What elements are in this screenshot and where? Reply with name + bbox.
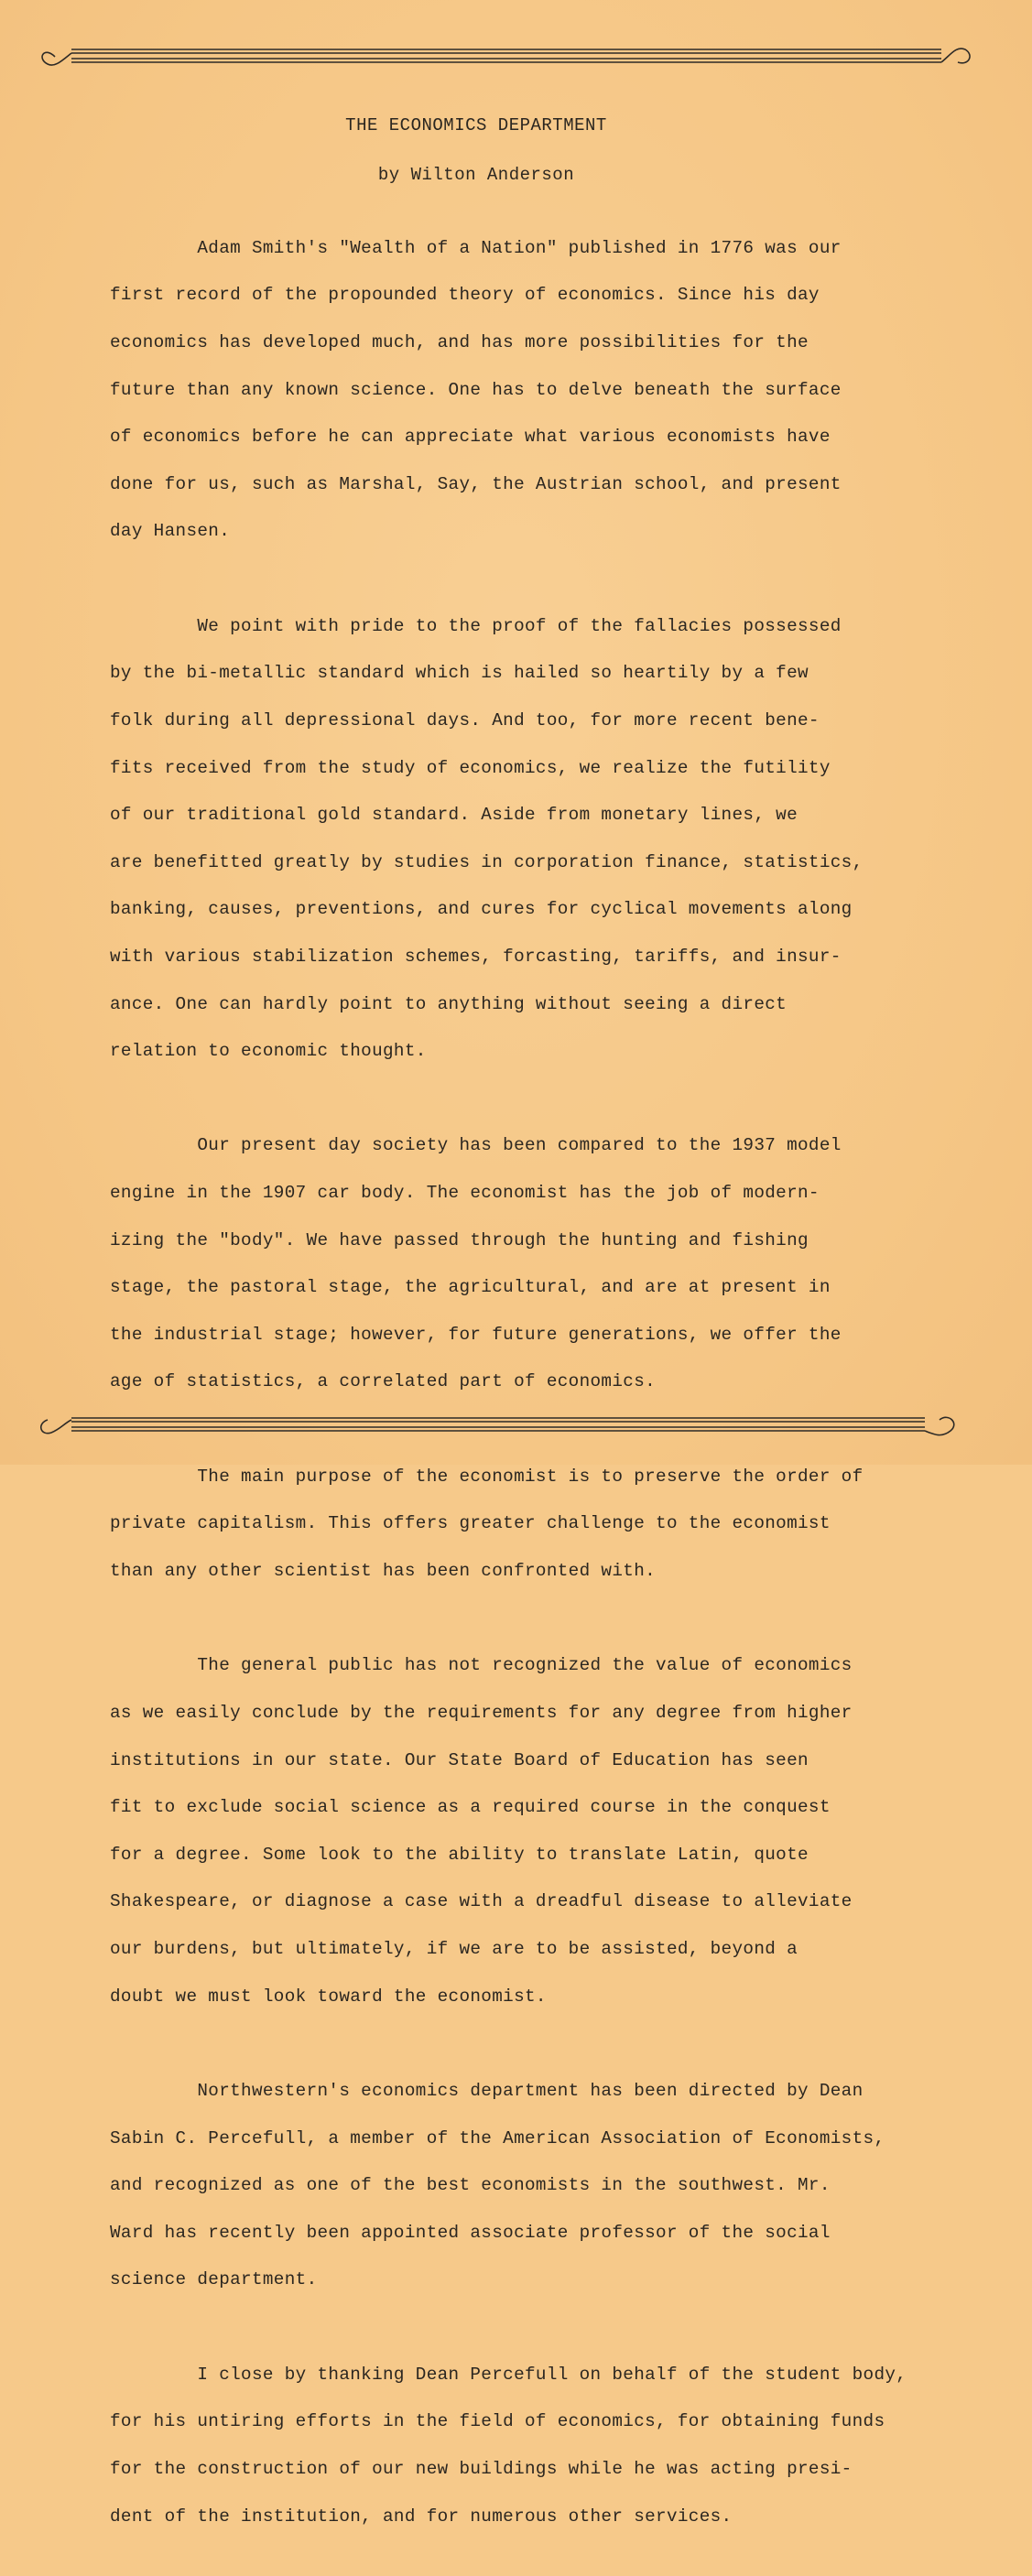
text-line: science department. (110, 2269, 318, 2290)
document-title: THE ECONOMICS DEPARTMENT (345, 115, 607, 135)
text-line: private capitalism. This offers greater challenge to the economist (110, 1513, 831, 1534)
text-line: relation to economic thought. (110, 1041, 427, 1062)
text-line: The main purpose of the economist is to preserve the order of (110, 1466, 864, 1487)
text-line: institutions in our state. Our State Board of Education has seen (110, 1749, 809, 1770)
text-line: I close by thanking Dean Percefull on behalf of the student body, (110, 2364, 907, 2385)
text-line: stage, the pastoral stage, the agricultural, and are at present in (110, 1277, 831, 1298)
bottom-ornamental-border (35, 1407, 978, 1444)
text-line: our burdens, but ultimately, if we are to be assisted, beyond a (110, 1938, 798, 1959)
text-line: fit to exclude social science as a required course in the conquest (110, 1797, 831, 1818)
text-line: Northwestern's economics department has been directed by Dean (110, 2080, 864, 2101)
text-line: The general public has not recognized the value of economics (110, 1655, 853, 1676)
paragraph-7 (110, 2340, 952, 2552)
text-line: Our present day society has been compared to the 1937 model (110, 1135, 842, 1156)
paragraph-2 (110, 591, 952, 1088)
text-line: engine in the 1907 car body. The economist has the job of modern- (110, 1183, 820, 1204)
text-line: banking, causes, preventions, and cures for cyclical movements along (110, 899, 853, 920)
text-line: the industrial stage; however, for future generations, we offer the (110, 1324, 842, 1345)
text-line: for the construction of our new buildings while he was acting presi- (110, 2458, 853, 2479)
text-line: izing the "body". We have passed through the hunting and fishing (110, 1229, 809, 1250)
text-line: fits received from the study of economics, we realize the futility (110, 757, 831, 778)
text-line: doubt we must look toward the economist. (110, 1986, 547, 2007)
text-line: We point with pride to the proof of the fallacies possessed (110, 615, 842, 636)
text-line: dent of the institution, and for numerous other services. (110, 2506, 733, 2527)
text-line: Adam Smith's "Wealth of a Nation" published in 1776 was our (110, 237, 842, 258)
text-line: first record of the propounded theory of economics. Since his day (110, 285, 820, 306)
text-line: Shakespeare, or diagnose a case with a dreadful disease to alleviate (110, 1891, 853, 1912)
text-line: for his untiring efforts in the field of economics, for obtaining funds (110, 2411, 885, 2432)
text-line: ance. One can hardly point to anything without seeing a direct (110, 993, 788, 1014)
text-line: done for us, such as Marshal, Say, the Austrian school, and present (110, 473, 842, 494)
text-line: folk during all depressional days. And too, for more recent bene- (110, 709, 820, 731)
paragraph-5 (110, 1631, 952, 2033)
paragraph-3 (110, 1111, 952, 1418)
text-line: age of statistics, a correlated part of economics. (110, 1371, 657, 1392)
top-ornamental-border (35, 38, 978, 75)
paragraph-6 (110, 2056, 952, 2316)
document-body (110, 213, 952, 2576)
text-line: of our traditional gold standard. Aside from monetary lines, we (110, 805, 798, 826)
text-line: than any other scientist has been confronted with. (110, 1561, 657, 1582)
text-line: future than any known science. One has to delve beneath the surface (110, 379, 842, 400)
text-line: are benefitted greatly by studies in corporation finance, statistics, (110, 851, 864, 872)
document-byline: by Wilton Anderson (377, 165, 575, 185)
text-line: Ward has recently been appointed associate professor of the social (110, 2222, 831, 2243)
text-line: as we easily conclude by the requirements for any degree from higher (110, 1703, 853, 1724)
text-line: of economics before he can appreciate what various economists have (110, 427, 831, 448)
paragraph-4 (110, 1442, 952, 1607)
text-line: economics has developed much, and has more possibilities for the (110, 331, 809, 352)
text-line: by the bi-metallic standard which is hailed so heartily by a few (110, 663, 809, 684)
text-line: and recognized as one of the best economists in the southwest. Mr. (110, 2175, 831, 2196)
paragraph-1 (110, 213, 952, 568)
text-line: Sabin C. Percefull, a member of the American Association of Economists, (110, 2127, 885, 2148)
text-line: with various stabilization schemes, forcasting, tariffs, and insur- (110, 946, 842, 967)
text-line: day Hansen. (110, 521, 231, 542)
text-line: for a degree. Some look to the ability to translate Latin, quote (110, 1844, 809, 1865)
